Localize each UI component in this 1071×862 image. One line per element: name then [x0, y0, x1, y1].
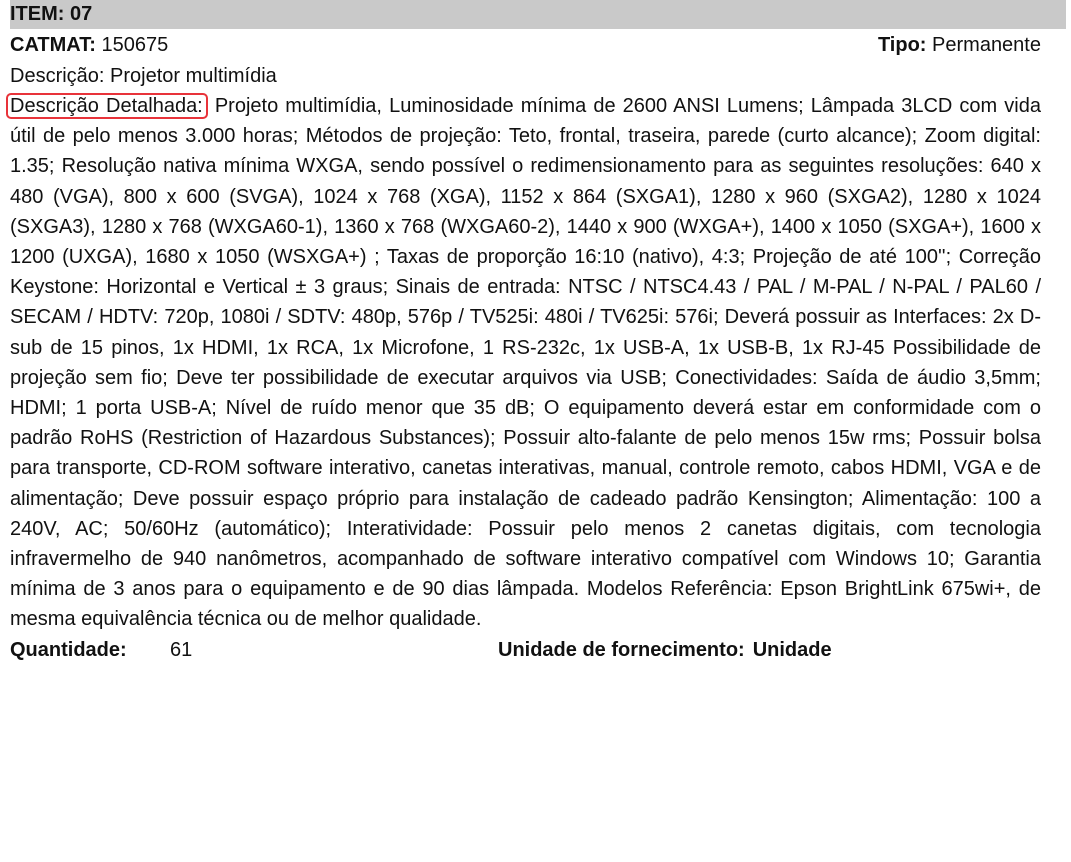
- unidade-label: Unidade de fornecimento:: [498, 638, 745, 661]
- descricao-detalhada-block: [10, 91, 1041, 635]
- item-title: ITEM: 07: [10, 3, 93, 25]
- catmat-value: 150675: [101, 34, 169, 56]
- catmat-label: CATMAT:: [10, 34, 96, 56]
- tipo-label: Tipo:: [877, 34, 927, 56]
- unidade-value: Unidade: [752, 638, 832, 661]
- quantidade-label: Quantidade:: [10, 638, 127, 661]
- tipo-value: Permanente: [932, 34, 1041, 56]
- descricao-label: Descrição:: [10, 65, 105, 87]
- catmat-tipo-row: [10, 29, 1041, 61]
- descricao-detalhada-text: Projeto multimídia, Luminosidade mínima de 2600 ANSI Lumens; Lâmpada 3LCD com vida útil de pelo menos 3.000 horas; Métodos de projeção: Teto, frontal, traseira, parede (curto alcance); Zoom digital: 1.35; Resolução nativa mínima WXGA, sendo possível o redimensionamento para as seguintes resoluções: 640 x 480 (VGA), 800 x 600 (SVGA), 1024 x 768 (XGA), 1152 x 864 (SXGA1), 1280 x 960 (SXGA2), 1280 x 1024 (SXGA3), 1280 x 768 (WXGA60-1), 1360 x 768 (WXGA60-2), 1440 x 900 (WXGA+), 1400 x 1050 (SXGA+), 1600 x 1200 (UXGA), 1680 x 1050 (WSXGA+) ; Taxas de proporção 16:10 (nativo), 4:3; Projeção de até 100''; Correção Keystone: Horizontal e Vertical ± 3 graus; Sinais de entrada: NTSC / NTSC4.43 / PAL / M-PAL / N-PAL / PAL60 / SECAM / HDTV: 720p, 1080i / SDTV: 480p, 576p / TV525i: 480i / TV625i: 576i; Deverá possuir as Interfaces: 2x D-sub de 15 pinos, 1x HDMI, 1x RCA, 1x Microfone, 1 RS-232c, 1x USB-A, 1x USB-B, 1x RJ-45 Possibilidade de projeção sem fio; Deve ter possibilidade de executar arquivos via USB; Conectividades: Saída de áudio 3,5mm; HDMI; 1 porta USB-A; Nível de ruído menor que 35 dB; O equipamento deverá estar em conformidade com o padrão RoHS (Restriction of Hazardous Substances); Possuir alto-falante de pelo menos 15w rms; Possuir bolsa para transporte, CD-ROM software interativo, canetas interativas, manual, controle remoto, cabos HDMI, VGA e de alimentação; Deve possuir espaço próprio para instalação de cadeado padrão Kensington; Alimentação: 100 a 240V, AC; 50/60Hz (automático); Interatividade: Possuir pelo menos 2 canetas digitais, com tecnologia infravermelho de 940 nanômetros, acompanhado de software interativo compatível com Windows 10; Garantia mínima de 3 anos para o equipamento e de 90 dias lâmpada. Modelos Referência: Epson BrightLink 675wi+, de mesma equivalência técnica ou de melhor qualidade.: [10, 95, 1041, 631]
- tipo-field: [878, 29, 1041, 61]
- quantidade-unidade-row: [10, 635, 1041, 665]
- catmat-field: [10, 29, 168, 61]
- descricao-detalhada-label: Descrição Detalhada:: [6, 93, 208, 119]
- descricao-value: Projetor multimídia: [110, 65, 277, 87]
- descricao-row: [10, 61, 1041, 91]
- item-header: [10, 0, 1066, 29]
- quantidade-value: 61: [170, 638, 193, 661]
